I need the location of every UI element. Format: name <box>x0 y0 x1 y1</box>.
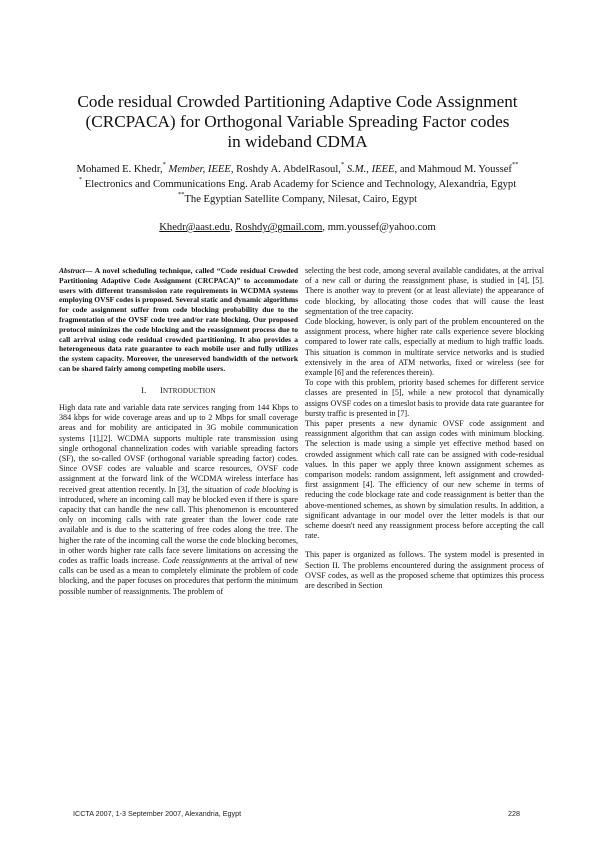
body-paragraph: This paper presents a new dynamic OVSF code assignment and reassignment algorithm that can assign codes with minimum blocking. The selection is made using a simple yet effective method based on crowded assignment which call rate can be assigned with code-residual values. In this paper we apply three known assignment schemes as comparison models: random assignment, left assignment and crowded-first assignment [4]. The efficiency of our new scheme in terms of reducing the code blockage rate and code reassignment is better than the above-mentioned schemes, as shown by simulation results. In addition, a significant advantage in our model over the letter models is that our scheme doesn't need any reassignment process before accepting the call rate. <box>305 419 544 541</box>
author-role: S.M., IEEE, <box>344 164 398 175</box>
email-line <box>20 220 575 235</box>
email-separator: , <box>229 222 236 233</box>
paragraph-gap <box>305 541 544 550</box>
affiliation-mark: ** <box>177 191 185 198</box>
email-link[interactable]: Khedr@aast.edu <box>159 222 230 233</box>
affiliation-mark: * <box>78 176 83 183</box>
affiliation-text: The Egyptian Satellite Company, Nilesat, Cairo, Egypt <box>184 194 418 205</box>
author-name: Roshdy A. AbdelRasoul, <box>233 164 341 175</box>
footer-conference: ICCTA 2007, 1-3 September 2007, Alexandria, Egypt <box>73 809 242 818</box>
author-name: and Mahmoud M. Youssef <box>397 164 512 175</box>
affiliation <box>20 192 575 207</box>
body-paragraph: This paper is organized as follows. The system model is presented in Section II. The problems encountered during the assignment process of OVSF codes, as well as the proposed scheme that optimizes this process are described in Section <box>305 550 544 591</box>
body-text: High data rate and variable data rate services ranging from 144 Kbps to 384 kbps for wide coverage areas and up to 2 Mbps for small coverage areas and for mobility are anticipated in 3G mobile communication systems [1],[2]. WCDMA supports multiple rate transmission using single orthogonal channelization codes with variable spreading factors (SF), the so-called OVSF (orthogonal variable spreading factor) codes. Since OVSF codes are valuable and scarce resources, OVSF code assignment at the forward link of the WCDMA wireless interface has received great attention recently. In [3], the situation of <box>59 402 298 494</box>
section-title-rest: NTRODUCTION <box>163 386 216 395</box>
body-italic: code blocking <box>244 484 291 494</box>
email-link[interactable]: Roshdy@gmail.com <box>235 222 323 233</box>
abstract-text: A novel scheduling technique, called “Code residual Crowded Partitioning Adaptive Code Assignment (CRCPACA)” to accommodate users with different transmission rate requirements in WCDMA systems employing OVSF codes is proposed. Several static and dynamic algorithms for code assignment suffer from code blocking probability due to the fragmentation of the OVSF code tree and/or rate blocking. Our proposed protocol minimizes the code blocking and the reassignment process due to call arrival using code residual crowded partitioning. It also provides a heterogeneous data rate guarantee to each mobile user and fully utilizes the system capacity. Moreover, the unreserved bandwidth of the network can be shared fairly among competing mobile users. <box>59 266 299 373</box>
author-mark: * <box>162 161 166 168</box>
abstract <box>59 266 298 374</box>
author-name: Mohamed E. Khedr, <box>76 164 163 175</box>
author-line <box>20 162 575 177</box>
left-column <box>59 266 298 597</box>
page-number: 228 <box>508 809 520 818</box>
abstract-label: Abstract <box>59 266 85 275</box>
body-italic: Code reassignments <box>162 556 229 566</box>
body-text: at the arrival of new calls can be used as a mean to completely eliminate the problem of code blocking, and the paper focuses on procedures that perform the minimum possible number of reassignments. The problem of <box>59 556 298 596</box>
author-mark: ** <box>511 161 519 168</box>
body-paragraph: Code blocking, however, is only part of the problem encountered on the assignment process, where higher rate calls experience severe blocking compared to lower rate calls, especially at medium to high traffic loads. This situation is common in multirate service networks and is studied extensively in the area of ATM networks, fixed or wireless (see for example [6] and the references therein). <box>305 317 544 378</box>
abstract-dash: — <box>84 266 95 275</box>
section-heading <box>59 386 298 396</box>
body-paragraph: selecting the best code, among several available candidates, at the arrival of a new call or during the reassignment phase, is studied in [4], [5]. There is another way to prevent (or at least alleviate) the appearance of code blocking, by allocating those codes that will cause the least segmentation of the tree capacity. <box>305 266 544 316</box>
affiliation <box>20 177 575 192</box>
section-title-initial: I <box>160 385 164 395</box>
title-line: (CRCPACA) for Orthogonal Variable Spreading Factor codes <box>85 112 510 131</box>
body-paragraph <box>59 403 298 597</box>
title-line: in wideband CDMA <box>227 132 368 151</box>
author-role: Member, IEEE, <box>165 164 234 175</box>
author-mark: * <box>340 161 345 168</box>
body-paragraph: To cope with this problem, priority based schemes for different service classes are presented in [5], while a new protocol that dynamically assigns OVSF codes on a timeslot basis to provide data rate guarantee for bursty traffic is presented in [7]. <box>305 378 544 418</box>
email-text: , mm.youssef@yahoo.com <box>322 222 436 233</box>
paper-title <box>40 92 555 152</box>
title-line: Code residual Crowded Partitioning Adaptive Code Assignment <box>77 92 518 111</box>
right-column <box>305 266 544 591</box>
body-text: is introduced, where an incoming call may be blocked even if there is spare capacity that can handle the new call. This phenomenon is encountered only on incoming calls with rate greater than the lower code rate available and is due to the scattering of free codes along the tree. The higher the rate of the incoming call the worse the code blocking becomes, in other words higher rate calls face severe limitations on accessing the codes as traffic loads increase. <box>59 484 298 566</box>
section-number: I. <box>141 385 147 395</box>
affiliation-text: Electronics and Communications Eng. Arab Academy for Science and Technology, Alexandria, Egypt <box>82 179 517 190</box>
